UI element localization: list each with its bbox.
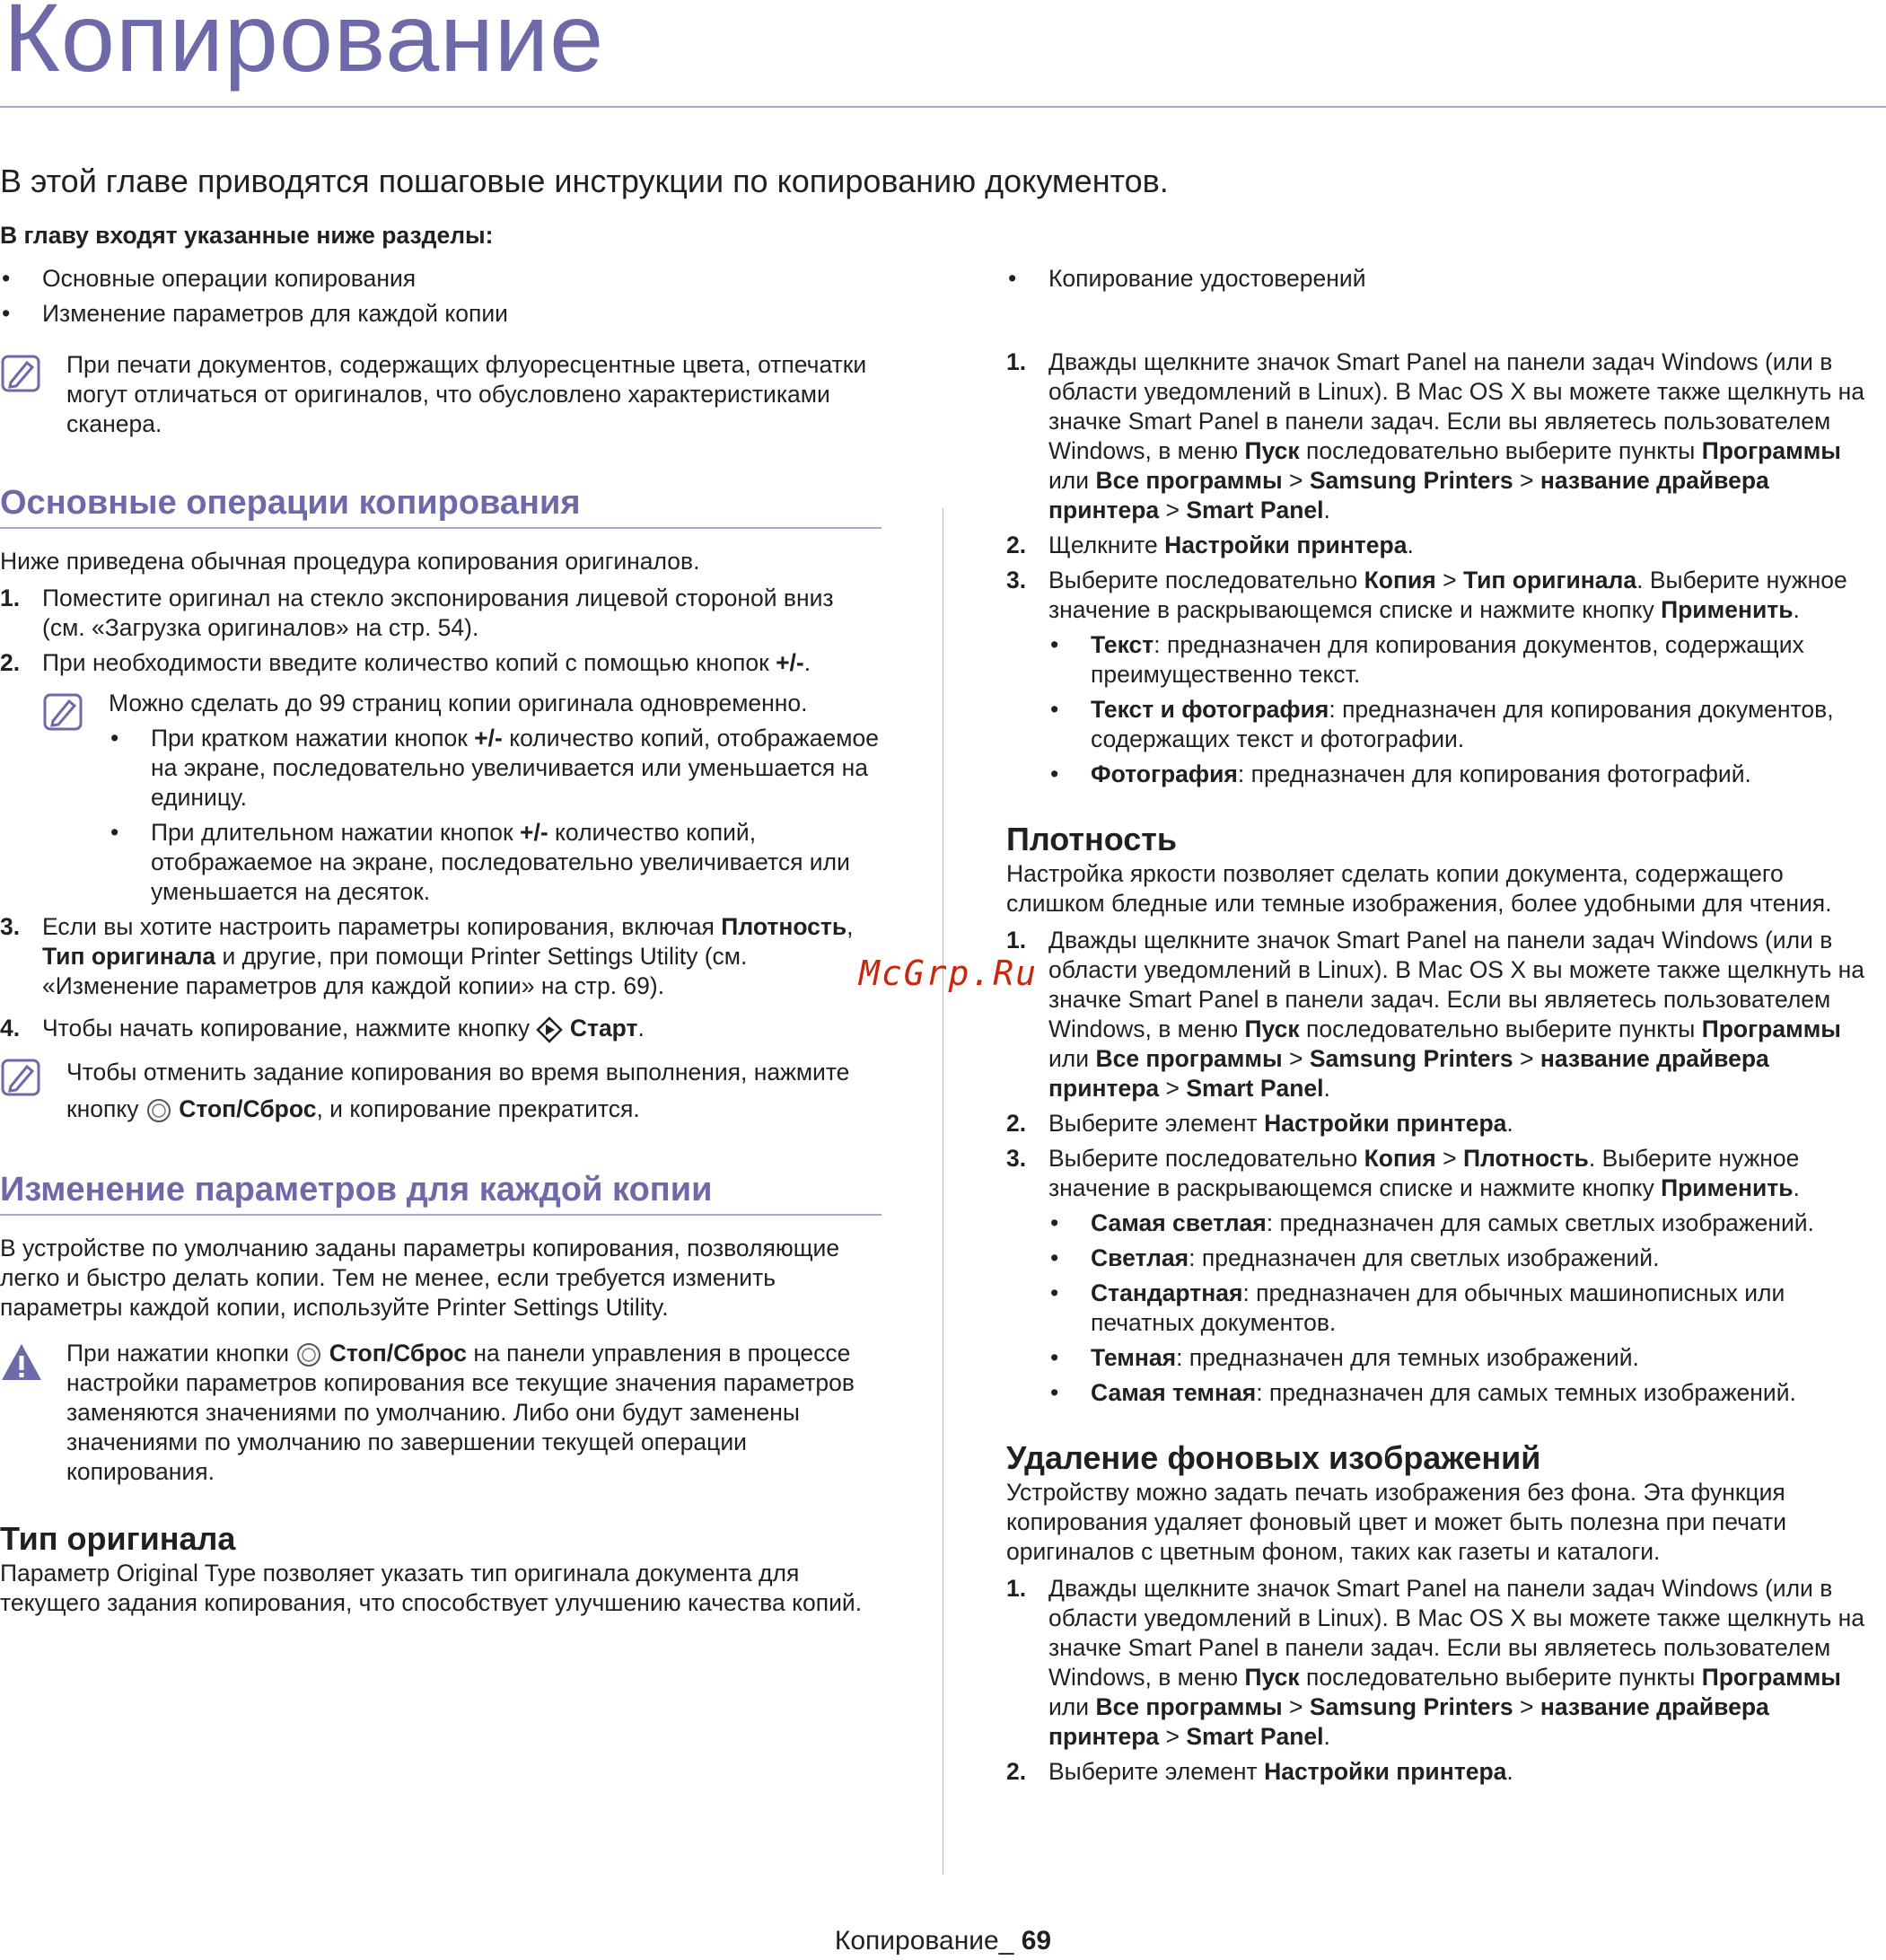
option-lightest: • Самая светлая: предназначен для самых светлых изображений. <box>1048 1209 1882 1238</box>
option-standard: • Стандартная: предназначен для обычных машинописных или печатных документов. <box>1048 1279 1882 1338</box>
subheading-original-type: Тип оригинала <box>0 1520 236 1557</box>
stop-icon <box>145 1097 172 1124</box>
stop-icon <box>295 1341 322 1368</box>
note-copies: Можно сделать до 99 страниц копии оригинала одновременно. • При кратком нажатии кнопок +/- количество копий, отображаемое на экране, последовательно увеличивается или уменьшается на единицу. • При длительном нажатии кнопок +/- количество копий, отображаемое на экране, последовательно увеличивается или уменьшается на десяток. <box>42 689 882 907</box>
note-bullet: • При длительном нажатии кнопок +/- количество копий, отображаемое на экране, последовательно увеличивается или уменьшается на десяток. <box>109 818 882 907</box>
left-column <box>0 264 882 1618</box>
toc-item[interactable]: • Изменение параметров для каждой копии <box>0 299 882 329</box>
footer-label: Копирование_ <box>834 1926 1022 1956</box>
orig-step-3: 3. Выберите последовательно Копия > Тип оригинала. Выберите нужное значение в раскрывающемся списке и нажмите кнопку Применить. <box>1006 567 1847 623</box>
option-dark: • Темная: предназначен для темных изображений. <box>1048 1343 1882 1373</box>
basic-step-1: 1. Поместите оригинал на стекло экспонирования лицевой стороной вниз (см. «Загрузка оригиналов» на стр. 54). <box>0 584 834 641</box>
basic-step-2: 2. При необходимости введите количество копий с помощью кнопок +/-. <box>0 649 811 676</box>
chapter-contents-label: В главу входят указанные ниже разделы: <box>0 222 494 249</box>
density-lead: Настройка яркости позволяет сделать копии документа, содержащего слишком бледные или темные изображения, более удобными для чтения. <box>1006 860 1832 917</box>
section-heading-change: Изменение параметров для каждой копии <box>0 1169 882 1216</box>
basic-lead: Ниже приведена обычная процедура копирования оригиналов. <box>0 548 700 575</box>
orig-step-2: 2. Щелкните Настройки принтера. <box>1006 532 1414 558</box>
background-lead: Устройству можно задать печать изображения без фона. Эта функция копирования удаляет фоновый цвет и может быть полезна при печати оригиналов с цветным фоном, таких как газеты и каталоги. <box>1006 1479 1787 1565</box>
note-icon <box>0 1056 43 1099</box>
chapter-intro: В этой главе приводятся пошаговые инструкции по копированию документов. <box>0 163 1169 199</box>
page-title: Копирование <box>4 0 605 92</box>
page-footer <box>0 1926 1886 1956</box>
warning-stop-reset: При нажатии кнопки Стоп/Сброс на панели управления в процессе настройки параметров копирования все текущие значения параметров заменяются значениями по умолчанию. Либо они будут заменены значениями по умолчанию по завершении текущей операции копирования. <box>0 1339 882 1487</box>
note-icon <box>42 690 85 734</box>
subheading-background: Удаление фоновых изображений <box>1006 1439 1541 1476</box>
bg-step-2: 2. Выберите элемент Настройки принтера. <box>1006 1758 1513 1785</box>
warning-icon <box>0 1340 43 1384</box>
option-darkest: • Самая темная: предназначен для самых темных изображений. <box>1048 1378 1882 1408</box>
option-light: • Светлая: предназначен для светлых изображений. <box>1048 1244 1882 1273</box>
note-cancel: Чтобы отменить задание копирования во время выполнения, нажмите кнопку Стоп/Сброс, и копирование прекратится. <box>0 1054 882 1128</box>
basic-step-3: 3. Если вы хотите настроить параметры копирования, включая Плотность, Тип оригинала и другие, при помощи Printer Settings Utility (см. «Изменение параметров для каждой копии» на стр. 69). <box>0 913 854 999</box>
orig-step-1: 1. Дважды щелкните значок Smart Panel на панели задач Windows (или в области уведомлений в Linux). В Mac OS X вы можете также щелкнуть на значке Smart Panel в панели задач. Если вы являетесь пользователем Windows, в меню Пуск последовательно выберите пункты Программы или Все программы > Samsung Printers > название драйвера принтера > Smart Panel. <box>1006 348 1865 523</box>
original-type-lead: Параметр Original Type позволяет указать тип оригинала документа для текущего задания копирования, что способствует улучшению качества копий. <box>0 1560 863 1616</box>
page-number: 69 <box>1021 1926 1052 1956</box>
bg-step-1: 1. Дважды щелкните значок Smart Panel на панели задач Windows (или в области уведомлений в Linux). В Mac OS X вы можете также щелкнуть на значке Smart Panel в панели задач. Если вы являетесь пользователем Windows, в меню Пуск последовательно выберите пункты Программы или Все программы > Samsung Printers > название драйвера принтера > Smart Panel. <box>1006 1575 1865 1750</box>
density-step-2: 2. Выберите элемент Настройки принтера. <box>1006 1110 1513 1137</box>
toc-item[interactable]: • Основные операции копирования <box>0 264 882 294</box>
density-step-1: 1. Дважды щелкните значок Smart Panel на панели задач Windows (или в области уведомлений в Linux). В Mac OS X вы можете также щелкнуть на значке Smart Panel в панели задач. Если вы являетесь пользователем Windows, в меню Пуск последовательно выберите пункты Программы или Все программы > Samsung Printers > название драйвера принтера > Smart Panel. <box>1006 927 1865 1102</box>
right-column <box>1006 264 1882 1787</box>
option-text: • Текст: предназначен для копирования документов, содержащих преимущественно текст. <box>1048 630 1882 690</box>
note-fluorescent: При печати документов, содержащих флуоресцентные цвета, отпечатки могут отличаться от оригиналов, что обусловлено характеристиками сканера. <box>0 350 882 439</box>
start-icon <box>536 1016 563 1043</box>
option-photo: • Фотография: предназначен для копирования фотографий. <box>1048 760 1882 789</box>
note-bullet: • При кратком нажатии кнопок +/- количество копий, отображаемое на экране, последовательно увеличивается или уменьшается на единицу. <box>109 724 882 813</box>
option-text-photo: • Текст и фотография: предназначен для копирования документов, содержащих текст и фотографии. <box>1048 695 1882 754</box>
title-rule <box>0 106 1886 108</box>
toc-item[interactable]: • Копирование удостоверений <box>1006 264 1882 294</box>
basic-step-4: 4. Чтобы начать копирование, нажмите кнопку Старт. <box>0 1015 645 1042</box>
note-icon <box>0 352 43 395</box>
subheading-density: Плотность <box>1006 821 1178 857</box>
change-lead: В устройстве по умолчанию заданы параметры копирования, позволяющие легко и быстро делать копии. Тем не менее, если требуется изменить параметры каждой копии, используйте Printer Settings Utility. <box>0 1235 840 1321</box>
section-heading-basic: Основные операции копирования <box>0 482 882 529</box>
watermark: McGrp.Ru <box>859 954 1039 993</box>
density-step-3: 3. Выберите последовательно Копия > Плотность. Выберите нужное значение в раскрывающемся списке и нажмите кнопку Применить. <box>1006 1145 1800 1201</box>
